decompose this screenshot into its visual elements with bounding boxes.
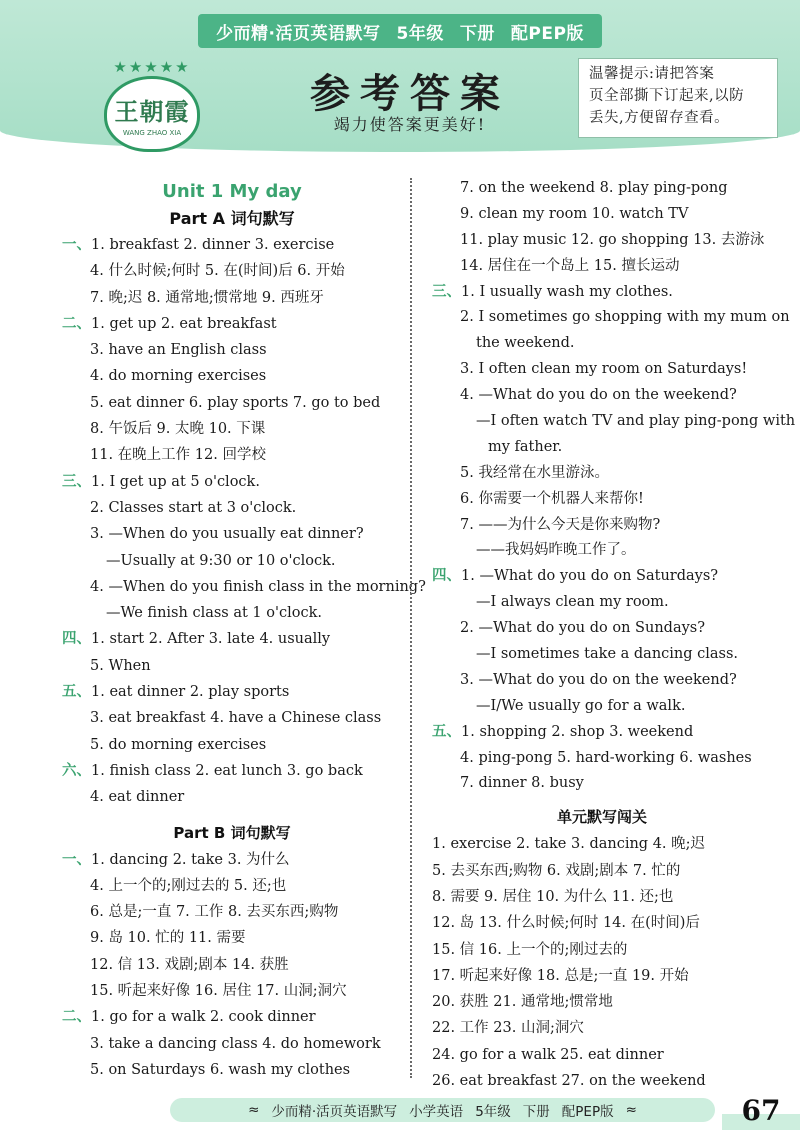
logo-stars-icon: ★★★★★: [113, 58, 191, 76]
answer-text: 4. 什么时候;何时 5. 在(时间)后 6. 开始: [90, 263, 345, 280]
section-marker: 四、: [62, 631, 91, 648]
part-a-title: Part A 词句默写: [169, 209, 295, 228]
answer-line: [62, 548, 402, 574]
answer-line: [432, 176, 772, 202]
unit-test-line: 22. 工作 23. 山洞;洞穴: [432, 1020, 584, 1037]
answer-text: 5. do morning exercises: [90, 736, 267, 753]
answer-line: [432, 202, 772, 228]
answer-text: 3. I often clean my room on Saturdays!: [460, 361, 748, 378]
series-edition: 配PEP版: [510, 23, 584, 44]
logo-brand-text: 王朝霞: [114, 96, 190, 126]
series-volume: 下册: [459, 23, 495, 44]
answer-text: 1. I usually wash my clothes.: [461, 283, 673, 300]
answer-text: 4. —What do you do on the weekend?: [460, 387, 737, 404]
answer-text: 9. 岛 10. 忙的 11. 需要: [90, 930, 246, 947]
answer-line: [432, 668, 772, 694]
answer-line: [62, 1031, 402, 1057]
answer-text: 4. —When do you finish class in the morning?: [90, 578, 426, 595]
answer-line: [432, 513, 772, 539]
unit-title: Unit 1 My day: [162, 181, 302, 202]
answer-line: [62, 574, 426, 600]
answer-line: [62, 1004, 402, 1030]
answer-line: [432, 694, 772, 720]
answer-text: 7. 晚;迟 8. 通常地;惯常地 9. 西班牙: [90, 289, 324, 306]
footer-bar: [170, 1098, 715, 1122]
answer-text: 3. eat breakfast 4. have a Chinese class: [90, 710, 382, 727]
answer-text: 1. dancing 2. take 3. 为什么: [91, 851, 290, 868]
answer-line: [432, 383, 772, 409]
answer-line: [62, 232, 402, 258]
wave-left-icon: ≈: [248, 1102, 260, 1118]
column-divider: [410, 178, 412, 1078]
answer-text: 7. dinner 8. busy: [460, 775, 584, 792]
answer-line: [62, 653, 402, 679]
page-slogan: 竭力使答案更美好!: [333, 115, 487, 134]
answer-line: [62, 847, 402, 873]
answer-text: 12. 信 13. 戏剧;剧本 14. 获胜: [90, 956, 289, 973]
answer-text: 3. take a dancing class 4. do homework: [90, 1035, 381, 1052]
tip-box: [578, 58, 778, 138]
unit-test-line: 12. 岛 13. 什么时候;何时 14. 在(时间)后: [432, 915, 700, 932]
answer-text: 2. —What do you do on Sundays?: [460, 620, 705, 637]
answer-text: 1. get up 2. eat breakfast: [91, 315, 277, 332]
answer-text: 1. eat dinner 2. play sports: [91, 684, 290, 701]
answer-text: 6. 你需要一个机器人来帮你!: [460, 490, 644, 507]
answer-line: [432, 746, 772, 772]
footer-subject: 小学英语: [409, 1104, 464, 1120]
answer-text: ——我妈妈昨晚工作了。: [476, 542, 636, 559]
footer-series: 少而精·活页英语默写: [271, 1104, 398, 1120]
answer-line: [62, 311, 402, 337]
answer-line: [432, 771, 772, 797]
unit-test-line: 1. exercise 2. take 3. dancing 4. 晚;迟: [432, 836, 706, 853]
answer-text: 1. shopping 2. shop 3. weekend: [461, 723, 694, 740]
answer-text: my father.: [488, 438, 563, 455]
answer-line: [62, 925, 402, 951]
unit-test-answers: [432, 831, 772, 1094]
answer-text: 15. 听起来好像 16. 居住 17. 山洞;洞穴: [90, 983, 347, 1000]
answer-text: 2. I sometimes go shopping with my mum on: [460, 309, 790, 326]
answer-line: [62, 521, 402, 547]
answer-line: [432, 254, 772, 280]
answer-line: [432, 487, 772, 513]
series-name: 少而精·活页英语默写: [216, 23, 381, 44]
unit-test-line: 26. eat breakfast 27. on the weekend: [432, 1073, 706, 1090]
answer-line: [62, 978, 402, 1004]
section-marker: 四、: [432, 568, 461, 585]
left-column: [62, 178, 426, 1083]
answer-line: [62, 337, 402, 363]
page-title: 参考答案: [310, 71, 510, 117]
page-number: 67: [722, 1090, 800, 1130]
answer-line: [62, 626, 402, 652]
unit-test-line: 8. 需要 9. 居住 10. 为什么 11. 还;也: [432, 888, 674, 905]
answer-text: —We finish class at 1 o'clock.: [106, 605, 322, 622]
tip-line: 丢失,方便留存查看。: [589, 110, 730, 126]
answer-line: [432, 331, 772, 357]
answer-text: —I/We usually go for a walk.: [476, 697, 686, 714]
unit-test-title: 单元默写闯关: [556, 808, 647, 827]
answer-text: 5. When: [90, 657, 151, 674]
answer-text: 7. ——为什么今天是你来购物?: [460, 516, 661, 533]
section-marker: 一、: [62, 851, 91, 868]
answer-text: 1. I get up at 5 o'clock.: [91, 473, 260, 490]
answer-text: —I often watch TV and play ping-pong with: [476, 413, 796, 430]
answer-text: —I always clean my room.: [476, 594, 669, 611]
answer-text: 11. play music 12. go shopping 13. 去游泳: [460, 231, 765, 248]
answer-text: 4. eat dinner: [90, 789, 185, 806]
answer-line: [432, 564, 772, 590]
answer-text: 5. eat dinner 6. play sports 7. go to bed: [90, 394, 381, 411]
section-marker: 六、: [62, 762, 91, 779]
part-b-answers-continued: [432, 176, 796, 797]
answer-line: [62, 705, 402, 731]
answer-line: [432, 461, 772, 487]
brand-logo: [96, 58, 208, 154]
footer-volume: 下册: [522, 1104, 550, 1120]
answer-line: [432, 642, 772, 668]
answer-text: 5. 我经常在水里游泳。: [460, 464, 609, 481]
logo-sub-text: WANG ZHAO XIA: [122, 128, 182, 137]
answer-line: [432, 590, 772, 616]
answer-line: [62, 442, 402, 468]
answer-line: [62, 363, 402, 389]
answer-line: [62, 416, 402, 442]
section-marker: 一、: [62, 237, 91, 253]
part-a-answers: [62, 232, 426, 811]
answer-line: [62, 952, 402, 978]
answer-text: 1. start 2. After 3. late 4. usually: [91, 631, 331, 648]
answer-text: 3. —What do you do on the weekend?: [460, 671, 737, 688]
part-b-title: Part B 词句默写: [173, 823, 291, 842]
answer-line: [432, 305, 790, 331]
answer-line: [62, 679, 402, 705]
answer-text: 5. on Saturdays 6. wash my clothes: [90, 1061, 351, 1078]
part-b-answers: [62, 847, 402, 1084]
unit-test-line: 15. 信 16. 上一个的;刚过去的: [432, 941, 628, 958]
answer-line: [432, 616, 772, 642]
answer-text: 7. on the weekend 8. play ping-pong: [460, 180, 728, 196]
answer-text: 14. 居住在一个岛上 15. 擅长运动: [460, 257, 680, 274]
answer-text: 4. do morning exercises: [90, 368, 267, 385]
answer-text: 1. —What do you do on Saturdays?: [461, 568, 719, 585]
answer-line: [432, 720, 772, 746]
logo-badge: [104, 76, 200, 152]
series-grade: 5年级: [396, 23, 444, 44]
answer-text: 3. —When do you usually eat dinner?: [90, 526, 364, 543]
footer-edition: 配PEP版: [561, 1104, 614, 1120]
answer-line: [62, 732, 402, 758]
answer-text: 4. ping-pong 5. hard-working 6. washes: [460, 749, 752, 766]
section-marker: 二、: [62, 1009, 91, 1026]
answer-line: [432, 435, 772, 461]
unit-test-line: 24. go for a walk 25. eat dinner: [432, 1046, 664, 1063]
footer-grade: 5年级: [475, 1104, 511, 1120]
answer-line: [62, 469, 402, 495]
answer-line: [62, 258, 402, 284]
answer-text: 9. clean my room 10. watch TV: [460, 205, 689, 222]
answer-line: [62, 873, 402, 899]
unit-test-line: 5. 去买东西;购物 6. 戏剧;剧本 7. 忙的: [432, 862, 681, 879]
section-marker: 三、: [432, 283, 461, 300]
answer-text: 11. 在晚上工作 12. 回学校: [90, 447, 266, 464]
answer-text: 4. 上一个的;刚过去的 5. 还;也: [90, 877, 287, 894]
page-footer: [0, 1090, 800, 1132]
answer-text: —Usually at 9:30 or 10 o'clock.: [106, 552, 336, 569]
page-header: [0, 0, 800, 160]
answer-line: [62, 600, 402, 626]
answer-text: 1. go for a walk 2. cook dinner: [91, 1009, 316, 1026]
answer-line: [62, 784, 402, 810]
answer-text: 8. 午饭后 9. 太晚 10. 下课: [90, 421, 266, 438]
answer-line: [62, 1057, 402, 1083]
answer-line: [62, 285, 402, 311]
answer-text: —I sometimes take a dancing class.: [476, 646, 739, 663]
answer-line: [62, 390, 402, 416]
answer-line: [62, 899, 402, 925]
answer-line: [432, 228, 772, 254]
answer-line: [432, 357, 772, 383]
answer-line: [432, 538, 772, 564]
answer-text: 6. 总是;一直 7. 工作 8. 去买东西;购物: [90, 904, 339, 921]
answer-text: 2. Classes start at 3 o'clock.: [90, 499, 297, 516]
answer-text: the weekend.: [476, 335, 575, 352]
section-marker: 三、: [62, 473, 91, 490]
answer-text: 3. have an English class: [90, 342, 267, 359]
section-marker: 五、: [432, 723, 461, 740]
wave-right-icon: ≈: [625, 1102, 637, 1118]
answer-line: [62, 495, 402, 521]
right-column: [432, 176, 796, 1094]
section-marker: 五、: [62, 684, 91, 701]
section-marker: 二、: [62, 315, 91, 332]
tip-line: 温馨提示:请把答案: [589, 66, 715, 82]
unit-test-line: 20. 获胜 21. 通常地;惯常地: [432, 994, 613, 1011]
answer-line: [62, 758, 402, 784]
answer-text: 1. breakfast 2. dinner 3. exercise: [91, 237, 335, 253]
answer-line: [432, 409, 796, 435]
series-bar: [198, 14, 602, 48]
answer-text: 1. finish class 2. eat lunch 3. go back: [91, 762, 363, 779]
unit-test-line: 17. 听起来好像 18. 总是;一直 19. 开始: [432, 967, 689, 984]
tip-line: 页全部撕下订起来,以防: [589, 88, 745, 104]
answer-line: [432, 280, 772, 306]
